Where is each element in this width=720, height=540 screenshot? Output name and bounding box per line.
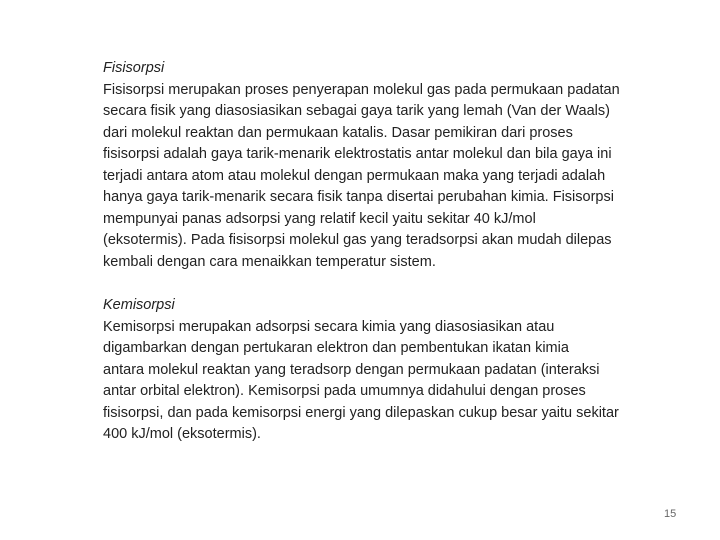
body-line: mempunyai panas adsorpsi yang relatif kecil yaitu sekitar 40 kJ/mol [103,210,536,227]
body-line: (eksotermis). Pada fisisorpsi molekul gas yang teradsorpsi akan mudah dilepas [103,232,612,248]
body-line: Fisisorpsi merupakan proses penyerapan molekul gas pada permukaan padatan [103,81,620,98]
slide-content [103,58,703,468]
body-line: 400 kJ/mol (eksotermis). [103,426,261,442]
body-line: kembali dengan cara menaikkan temperatur sistem. [103,253,436,270]
body-line: fisisorpsi, dan pada kemisorpsi energi yang dilepaskan cukup besar yaitu sekitar [103,404,619,421]
body-line: antar orbital elektron). Kemisorpsi pada umumnya didahului dengan proses [103,383,586,399]
body-line: fisisorpsi adalah gaya tarik-menarik elektrostatis antar molekul dan bila gaya ini [103,146,612,162]
body-line: dari molekul reaktan dan permukaan katalis. Dasar pemikiran dari proses [103,124,573,141]
section-title: Kemisorpsi [103,297,175,313]
body-line: antara molekul reaktan yang teradsorp dengan permukaan padatan (interaksi [103,361,600,378]
section-fisisorpsi [103,58,703,273]
section-body [103,317,703,446]
body-line: hanya gaya tarik-menarik secara fisik tanpa disertai perubahan kimia. Fisisorpsi [103,189,614,205]
body-line: digambarkan dengan pertukaran elektron dan pembentukan ikatan kimia [103,340,569,356]
body-line: secara fisik yang diasosiasikan sebagai gaya tarik yang lemah (Van der Waals) [103,103,610,119]
page-number: 15 [664,508,677,520]
section-kemisorpsi [103,295,703,446]
body-line: terjadi antara atom atau molekul dengan permukaan maka yang terjadi adalah [103,167,606,184]
section-body [103,80,703,274]
section-title: Fisisorpsi [103,60,165,76]
body-line: Kemisorpsi merupakan adsorpsi secara kimia yang diasosiasikan atau [103,318,555,335]
